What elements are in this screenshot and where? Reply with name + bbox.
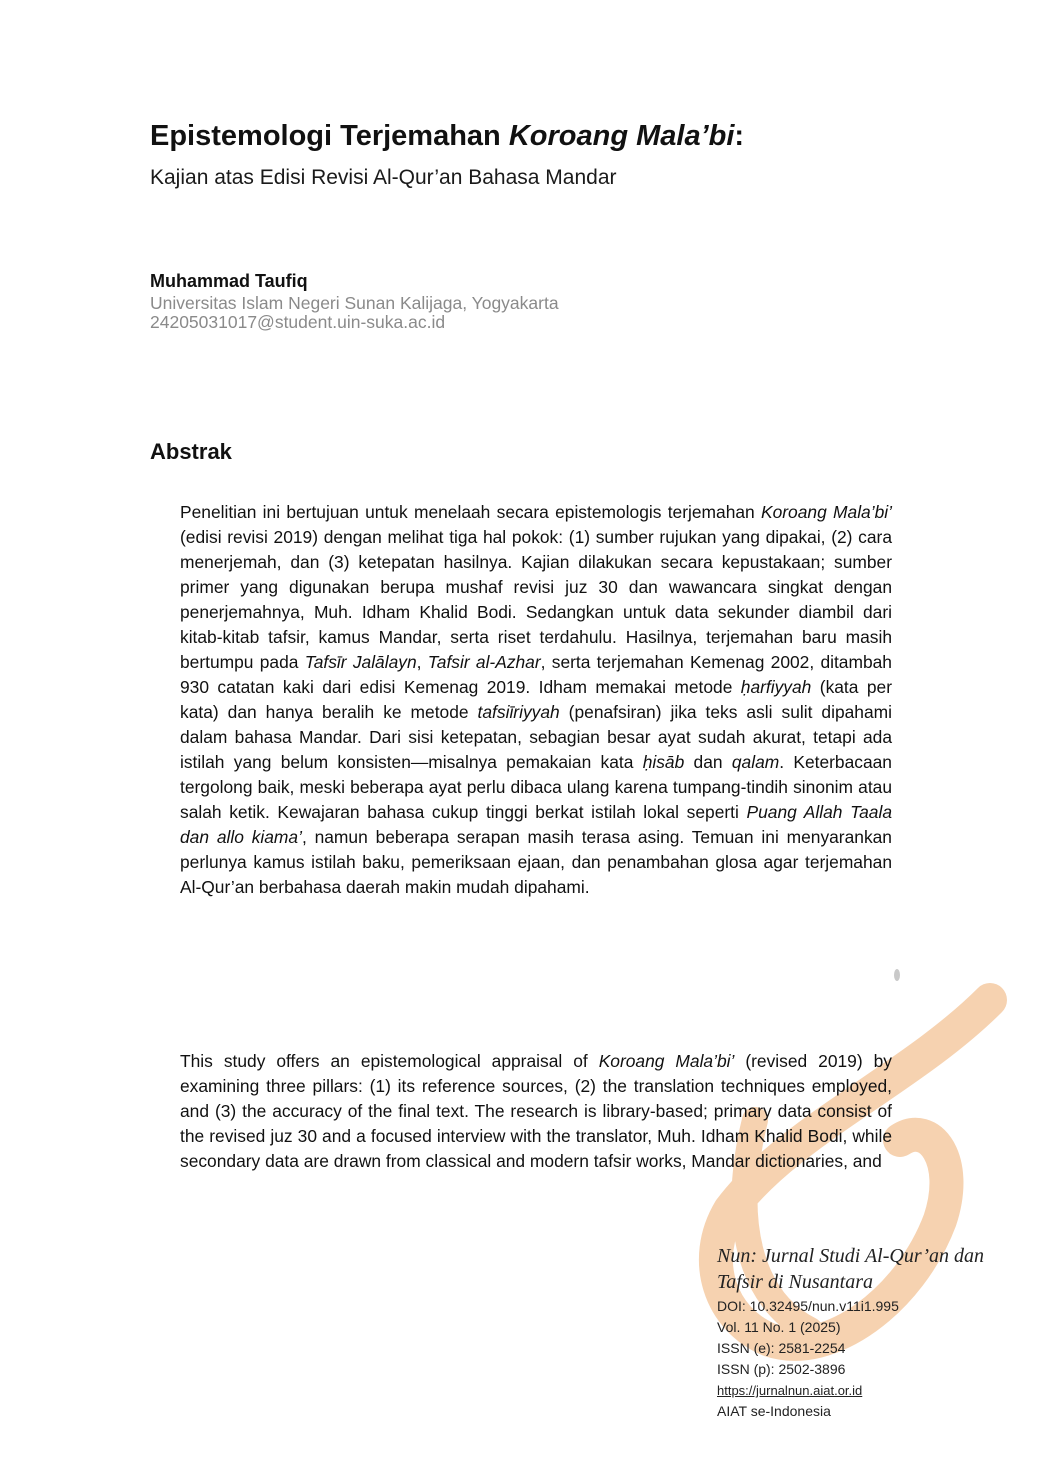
journal-doi: DOI: 10.32495/nun.v11i1.995 [717,1298,899,1314]
journal-name-line2: Tafsir di Nusantara [717,1271,873,1293]
abstract-heading: Abstrak [150,439,232,464]
abstract-id-text: . Keterbacaan tergolong baik, meski beberapa ayat perlu dibaca ulang karena tumpang-tindih sinonim atau salah ketik. Kewajaran bahasa cukup tinggi berkat istilah lokal seperti [180,752,892,822]
abstract-id-italic: qalam [731,752,780,772]
abstract-id-text: (penafsiran) jika teks asli sulit dipahami dalam bahasa Mandar. Dari sisi ketepatan, sebagian besar ayat sudah akurat, tetapi ada istilah yang belum konsisten—misalnya pemakaian kata [180,702,892,772]
abstract-id-text: , [416,652,428,672]
journal-meta [717,1296,899,1422]
paper-subtitle: Kajian atas Edisi Revisi Al-Qur’an Bahasa Mandar [150,166,617,189]
abstract-id-italic: ḥisāb [642,752,685,772]
abstract-id-text: dan [684,752,732,772]
author-email: 24205031017@student.uin-suka.ac.id [150,312,446,332]
journal-issn-p: ISSN (p): 2502-3896 [717,1361,846,1377]
abstract-id-italic: ḥarfiyyah [740,677,812,697]
author-name: Muhammad Taufiq [150,271,308,291]
paper-title [150,118,744,154]
abstract-en-text: This study offers an epistemological appraisal of [180,1051,599,1071]
abstract-id-italic: Koroang Mala’bi’ [761,502,892,522]
title-colon: : [734,120,745,152]
abstract-id-italic: tafsiīriyyah [477,702,560,722]
abstract-id-text: , serta terjemahan Kemenag 2002, ditambah 930 catatan kaki dari edisi Kemenag 2019. Idham memakai metode [180,652,892,697]
abstract-indonesian [180,500,892,900]
journal-publisher: AIAT se-Indonesia [717,1403,831,1419]
author-affiliation: Universitas Islam Negeri Sunan Kalijaga, Yogyakarta [150,293,559,313]
abstract-id-italic: Tafsir al-Azhar [427,652,541,672]
abstract-id-text: (edisi revisi 2019) dengan melihat tiga hal pokok: (1) sumber rujukan yang dipakai, (2) cara menerjemah, dan (3) ketepatan hasilnya. Kajian dilakukan secara kepustakaan; sumber primer yang digunakan berupa mushaf revisi juz 30 dan wawancara singkat dengan penerjemahnya, Muh. Idham Khalid Bodi. Sedangkan untuk data sekunder diambil dari kitab-kitab tafsir, kamus Mandar, serta riset terdahulu. Hasilnya, terjemahan baru masih bertumpu pada [180,527,892,672]
abstract-id-text: , namun beberapa serapan masih terasa asing. Temuan ini menyarankan perlunya kamus istilah baku, pemeriksaan ejaan, dan penambahan glosa agar terjemahan Al-Qur’an berbahasa daerah makin mudah dipahami. [180,827,892,897]
abstract-en-text: (revised 2019) by examining three pillars: (1) its reference sources, (2) the translation techniques employed, and (3) the accuracy of the final text. The research is library-based; primary data consist of the revised juz 30 and a focused interview with the translator, Muh. Idham Khalid Bodi, while secondary data are drawn from classical and modern tafsir works, Mandar dictionaries, and [180,1051,892,1171]
journal-name [717,1243,984,1295]
title-italic: Koroang Mala’bi [508,120,735,152]
abstract-en-italic: Koroang Mala’bi’ [598,1051,735,1071]
abstract-id-italic: Tafsīr Jalālayn [304,652,417,672]
journal-url-link[interactable]: https://jurnalnun.aiat.or.id [717,1383,863,1398]
journal-volume: Vol. 11 No. 1 (2025) [717,1319,841,1335]
title-main: Epistemologi Terjemahan [150,120,509,152]
abstract-id-text: (kata per kata) dan hanya beralih ke metode [180,677,892,722]
abstract-id-italic: Puang Allah Taala dan allo kiama’ [180,802,892,847]
journal-name-line1: Nun: Jurnal Studi Al-Qur’an dan [717,1245,985,1267]
journal-issn-e: ISSN (e): 2581-2254 [717,1340,846,1356]
abstract-english [180,1049,892,1174]
abstract-id-text: Penelitian ini bertujuan untuk menelaah secara epistemologis terjemahan [180,502,761,522]
